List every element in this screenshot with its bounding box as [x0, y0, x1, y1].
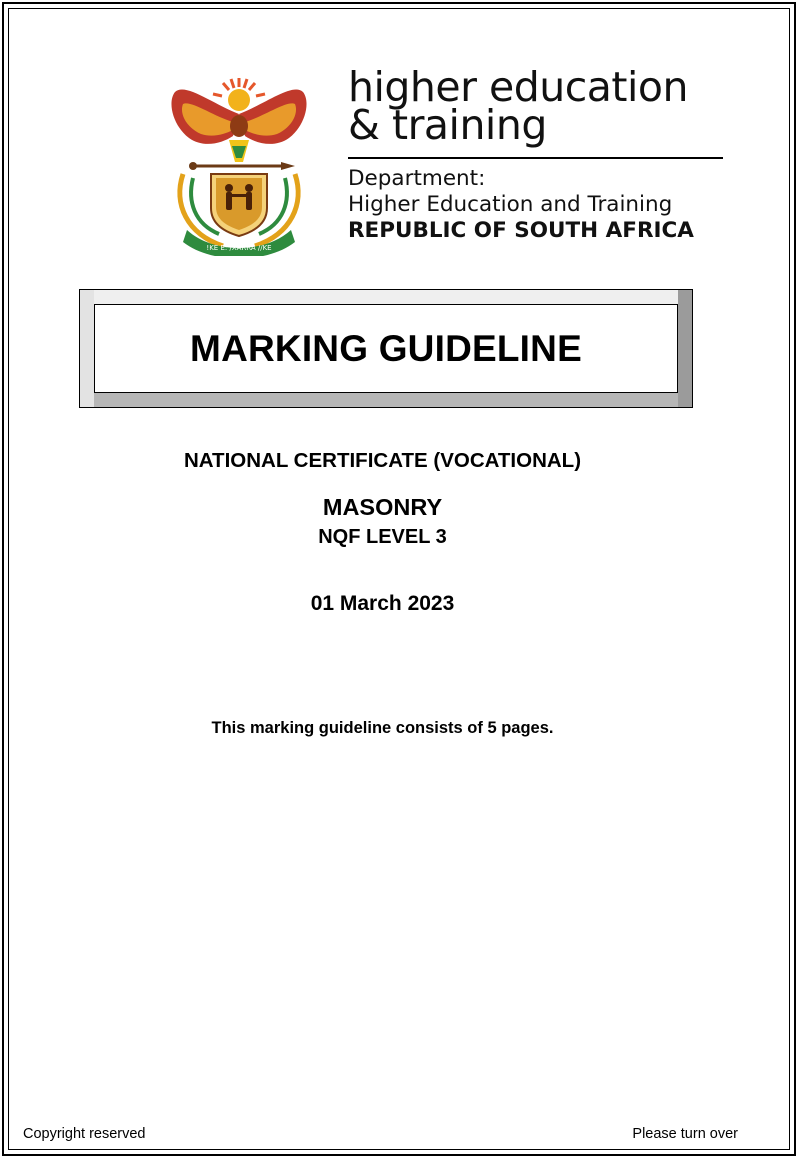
- title-frame: [79, 289, 693, 408]
- department-label: Department:: [348, 166, 486, 191]
- department-name: Higher Education and Training: [348, 192, 673, 217]
- dhet-divider: [348, 157, 723, 159]
- document-title: MARKING GUIDELINE: [190, 327, 582, 369]
- certificate-name: NATIONAL CERTIFICATE (VOCATIONAL): [183, 449, 582, 472]
- department-block: [348, 166, 728, 244]
- coat-of-arms-icon: [163, 74, 315, 256]
- title-box: [94, 304, 678, 393]
- crest-motto: !KE E: /XARRA //KE: [206, 244, 272, 252]
- nqf-level: NQF LEVEL 3: [318, 526, 447, 548]
- exam-date: 01 March 2023: [310, 592, 455, 615]
- dhet-line-1: higher education: [348, 63, 688, 111]
- dhet-logo-text: [348, 63, 728, 243]
- turn-over-note: Please turn over: [632, 1126, 738, 1142]
- subject-name: MASONRY: [322, 494, 443, 520]
- page-count-note: This marking guideline consists of 5 pages.: [211, 719, 554, 737]
- country-name: REPUBLIC OF SOUTH AFRICA: [348, 218, 694, 243]
- copyright-note: Copyright reserved: [23, 1126, 146, 1142]
- dhet-line-2: & training: [348, 101, 547, 149]
